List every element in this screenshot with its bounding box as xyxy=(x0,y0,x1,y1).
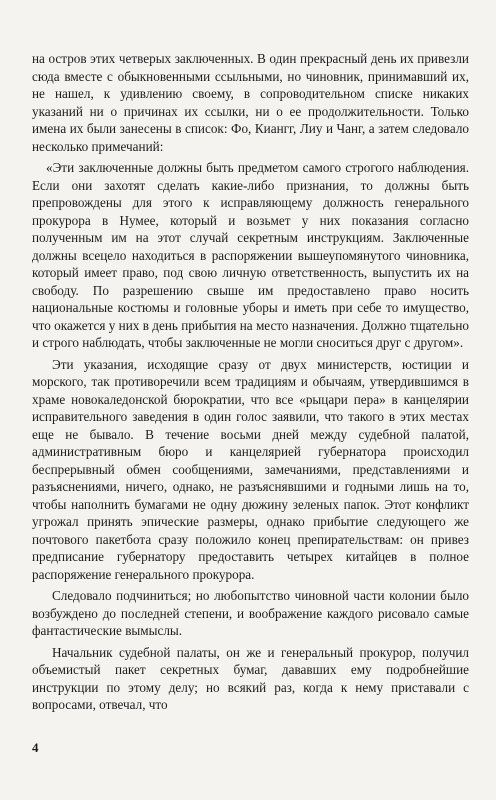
paragraph-continuation: на остров этих четверых заключенных. В один прекрасный день их привезли сюда вместе с обыкновенными ссыльными, но чиновник, принимавший их, не нашел, к удивлению своему, в сопроводительном списке никаких указаний ни о причинах их ссылки, ни о ее продолжительности. Только имена их были занесены в список: Фо, Киангг, Лиу и Чанг, а затем следовало несколько примечаний: xyxy=(32,51,469,154)
paragraph-quote: «Эти заключенные должны быть предметом самого строгого наблюдения. Если они захотят сделать какие-либо признания, то должны быть препровождены для этого к исправляющему должность генерального прокурора в Нумее, который и возьмет у них показания согласно полученным им на этот случай секретным инструкциям. Заключенные должны всецело находиться в распоряжении вышеупомянутого чиновника, который имеет право, под свою личную ответственность, выпустить их на свободу. По разрешению свыше им предоставлено право носить национальные костюмы и головные уборы и иметь при себе то имущество, что окажется у них в день прибытия на место назначения. Должно тщательно и строго наблюдать, чтобы заключенные не могли сноситься друг с другом». xyxy=(32,160,469,350)
paragraph: Эти указания, исходящие сразу от двух министерств, юстиции и морского, так противоречили всем традициям и обычаям, утвердившимся в храме новокаледонской бюрократии, что все «рыцари пера» в канцелярии исправительного заведения в один голос заявили, что такого в этих местах еще не бывало. В течение восьми дней между судебной палатой, административным бюро и канцелярией губернатора происходил беспрерывный обмен сообщениями, замечаниями, представлениями и разъяснениями, ничего, однако, не разъяснявшими и годными лишь на то, чтобы наполнить бумагами не одну дюжину зеленых папок. Этот конфликт угрожал принять эпические размеры, однако прибытие следующего же почтового пакетбота сразу положило конец препирательствам: он привез предписание губернатору предоставить четырех китайцев в полное распоряжение генерального прокурора. xyxy=(32,356,469,582)
page-number: 4 xyxy=(32,740,39,755)
body-text xyxy=(32,50,469,714)
paragraph: Следовало подчиниться; но любопытство чиновной части колонии было возбуждено до последней степени, и воображение каждого рисовало самые фантастические вымыслы. xyxy=(32,588,469,638)
paragraph: Начальник судебной палаты, он же и генеральный прокурор, получил объемистый пакет секретных бумаг, дававших ему подробнейшие инструкции по этому делу; но всякий раз, когда к нему приставали с вопросами, отвечал, что xyxy=(32,644,469,712)
